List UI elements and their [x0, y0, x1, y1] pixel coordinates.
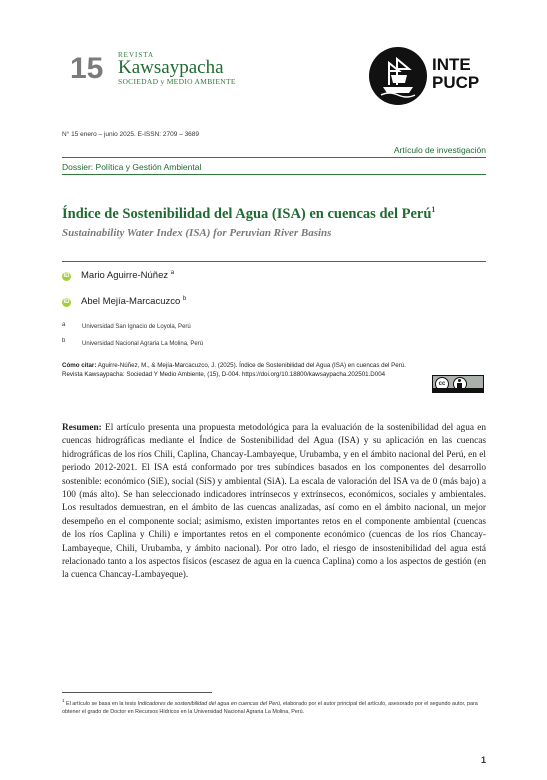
dossier: Dossier: Política y Gestión Ambiental [62, 162, 202, 172]
publisher-line-2: PUCP [432, 73, 480, 92]
article-type: Artículo de investigación [393, 145, 486, 155]
cc-license-icon[interactable] [432, 375, 484, 393]
issue-line: N° 15 enero – junio 2025. E-ISSN: 2709 – 3689 [62, 131, 200, 138]
journal-brand [118, 51, 236, 86]
author-name-text: Abel Mejía-Marcacuzco [81, 296, 181, 308]
orcid-icon[interactable]: iD [63, 299, 70, 305]
author-name-text: Mario Aguirre-Núñez [81, 270, 169, 282]
footnote-thesis-title: Indicadores de sostenibilidad del agua en cuencas del Perú [137, 700, 280, 707]
footnote-divider [62, 692, 212, 693]
author-name [81, 270, 174, 281]
abstract-label: Resumen: [62, 423, 102, 433]
affiliation: Universidad Nacional Agraria La Molina, Perú [82, 341, 204, 347]
author-affiliation-marker: b [182, 296, 187, 302]
article-title [62, 205, 492, 223]
issue-number: 15 [70, 52, 104, 85]
abstract-text: El artículo presenta una propuesta metodológica para la evaluación de la sostenibilidad del agua en cuencas hidrográficas mediante el Índice de Sostenibilidad del Agua (ISA) y su aplicación en las cuencas hidrográficas de los ríos Chili, Caplina, Chancay-Lambayeque, Urubamba, y en el ámbito nacional del Perú, en el periodo 2012-2021. El ISA está conformado por tres subíndices basados en los componentes del desarrollo sostenible: económico (SiE), social (SiS) y ambiental (SiA). La escala de valoración del ISA va de 0 (más bajo) a 100 (más alto). Se han seleccionado indicadores intrínsecos y extrínsecos, económicos, sociales y ambientales. Los resultados demuestran, en el ámbito de las cuencas analizadas, así como en el ámbito nacional, un mejor desempeño en el componente social; asimismo, existen importantes retos en el componente ambiental (cuencas de los ríos Caplina y Chili) e importantes retos en el componente económico (cuencas de los ríos Chancay-Lambayeque, Chili, Urubamba, y ámbito nacional). Por otro lado, el riesgo de insostenibilidad del agua está relacionado tanto a los aspectos físicos (escasez de agua en la cuenca Caplina) como a los aspectos de gestión (en la cuenca Chancay-Lambayeque). [62, 423, 486, 581]
page-number: 1 [480, 755, 486, 765]
abstract [62, 422, 486, 583]
inte-pucp-logo-icon [369, 47, 427, 105]
divider [62, 261, 486, 262]
publisher-name [432, 56, 479, 92]
affiliation-letter: b [62, 338, 66, 344]
footnote-marker: 1 [62, 698, 65, 703]
footnote-post: , elaborado por el autor principal del artículo, asesorado por el segundo autor, para obtener el grado de Doctor en Recursos Hídricos en la Universidad Nacional Agraria La Molina, Perú. [62, 700, 478, 715]
footnote [62, 697, 486, 716]
author-affiliation-marker: a [170, 270, 175, 276]
footnote-pre: El artículo se basa en la tesis [64, 700, 138, 707]
article-title-english: Sustainability Water Index (ISA) for Peruvian River Basins [62, 227, 332, 239]
divider [62, 157, 486, 158]
author-name [81, 296, 186, 307]
journal-kicker: REVISTA [118, 51, 154, 59]
affiliation: Universidad San Ignacio de Loyola, Perú [82, 324, 191, 330]
title-footnote-marker[interactable]: 1 [431, 205, 436, 214]
title-main: Índice de Sostenibilidad del Agua (ISA) en cuencas del Perú [62, 205, 432, 222]
journal-subtitle: SOCIEDAD y MEDIO AMBIENTE [118, 77, 236, 86]
citation-text[interactable]: Aguirre-Núñez, M., & Mejía-Marcacuzco, J. (2025). Índice de Sostenibilidad del Agua (ISA) en cuencas del Perú. Revista Kawsaypacha: Sociedad Y Medio Ambiente, (15), D-004. https://doi.org/10.18800/kawsaypacha.202501.D004 [62, 362, 406, 378]
cc-badge-bar [433, 388, 483, 392]
orcid-icon[interactable]: iD [63, 273, 70, 279]
citation-label: Cómo citar: [62, 362, 97, 369]
journal-name: Kawsaypacha [118, 57, 224, 78]
divider [62, 174, 486, 175]
publisher-line-1: INTE [432, 55, 471, 74]
cc-badge: cc [435, 377, 449, 391]
citation [62, 361, 427, 379]
affiliation-letter: a [62, 322, 66, 328]
